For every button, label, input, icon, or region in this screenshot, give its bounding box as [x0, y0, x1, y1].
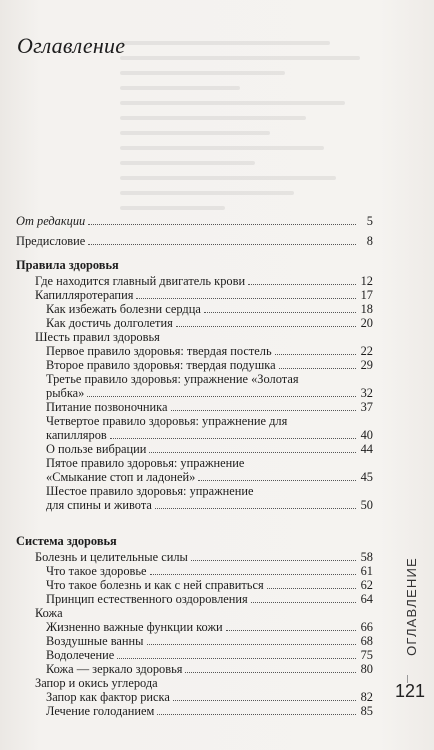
toc-page-number: 37 — [360, 400, 373, 414]
dot-leader — [110, 437, 356, 439]
toc-entry-title-cont: «Смыкание стоп и ладоней» — [46, 470, 196, 484]
toc-page-number: 5 — [366, 214, 373, 228]
dot-leader — [147, 643, 357, 645]
toc-page-number: 29 — [360, 358, 373, 372]
dot-leader — [171, 409, 356, 411]
toc-entry-title: Жизненно важные функции кожи — [46, 620, 223, 634]
toc-entry — [16, 442, 373, 456]
toc-page-number: 62 — [360, 578, 373, 592]
toc-entry — [16, 634, 373, 648]
toc-entry — [16, 302, 373, 316]
toc-entry-title: Водолечение — [46, 648, 115, 662]
toc-entry — [16, 344, 373, 358]
dot-leader — [173, 699, 356, 701]
toc-entry — [16, 214, 373, 228]
dot-leader — [150, 573, 356, 575]
toc-entry — [16, 484, 373, 512]
toc-entry — [16, 400, 373, 414]
toc-entry — [16, 578, 373, 592]
toc-page-number: 18 — [360, 302, 373, 316]
dot-leader — [198, 479, 356, 481]
toc-entry — [16, 606, 373, 620]
toc-entry-continuation — [46, 386, 373, 400]
toc-entry — [16, 234, 373, 248]
toc-entry-title: Лечение голоданием — [46, 704, 155, 718]
toc-entry-title: Второе правило здоровья: твердая подушка — [46, 358, 276, 372]
toc-entry-title: Четвертое правило здоровья: упражнение для — [46, 414, 288, 428]
toc-entry-title: Болезнь и целительные силы — [35, 550, 188, 564]
toc-page-number: 12 — [360, 274, 373, 288]
toc-entry-title-cont: капилляров — [46, 428, 107, 442]
dot-leader — [136, 297, 356, 299]
toc-entry — [16, 372, 373, 400]
side-label-text: ОГЛАВЛЕНИЕ — [403, 556, 419, 656]
toc-entry-title: Запор как фактор риска — [46, 690, 170, 704]
dot-leader — [176, 325, 356, 327]
toc-entry-title: Первое правило здоровья: твердая постель — [46, 344, 272, 358]
dot-leader — [251, 601, 356, 603]
toc-entry — [16, 330, 373, 344]
toc-entry-title: Принцип естественного оздоровления — [46, 592, 248, 606]
toc-entry-title: Воздушные ванны — [46, 634, 144, 648]
toc-entry — [16, 676, 373, 690]
table-of-contents — [16, 214, 373, 718]
toc-entry — [16, 274, 373, 288]
toc-page-number: 80 — [360, 662, 373, 676]
toc-page-number: 82 — [360, 690, 373, 704]
toc-entry-title: Кожа — зеркало здоровья — [46, 662, 183, 676]
dot-leader — [248, 283, 356, 285]
dot-leader — [204, 311, 356, 313]
toc-entry-title: От редакции — [16, 214, 86, 228]
toc-page-number: 17 — [360, 288, 373, 302]
page-number: 121 — [395, 681, 426, 701]
toc-entry-title: Как избежать болезни сердца — [46, 302, 201, 316]
dot-leader — [88, 243, 356, 245]
toc-entry-title: Предисловие — [16, 234, 86, 248]
dot-leader — [267, 587, 356, 589]
toc-entry-title: Питание позвоночника — [46, 400, 168, 414]
toc-entry — [16, 550, 373, 564]
toc-page-number: 20 — [360, 316, 373, 330]
toc-entry-continuation — [46, 428, 373, 442]
toc-entry-title-cont: рыбка» — [46, 386, 85, 400]
toc-page-number: 32 — [360, 386, 373, 400]
toc-page-number: 85 — [360, 704, 373, 718]
dot-leader — [279, 367, 356, 369]
toc-page-number: 45 — [360, 470, 373, 484]
toc-page-number: 68 — [360, 634, 373, 648]
toc-entry — [16, 620, 373, 634]
dot-leader — [87, 395, 356, 397]
bleed-through-text — [120, 30, 420, 220]
toc-entry — [16, 456, 373, 484]
page-title: Оглавление — [17, 33, 126, 58]
toc-entry-title: Третье правило здоровья: упражнение «Золотая — [46, 372, 299, 386]
toc-entry-title-cont: для спины и живота — [46, 498, 152, 512]
toc-entry-continuation — [46, 498, 373, 512]
toc-entry-title: О пользе вибрации — [46, 442, 147, 456]
dot-leader — [155, 507, 356, 509]
toc-page-number: 44 — [360, 442, 373, 456]
toc-page-number: 40 — [360, 428, 373, 442]
toc-entry-title: Что такое болезнь и как с ней справиться — [46, 578, 264, 592]
toc-page-number: 66 — [360, 620, 373, 634]
toc-entry-title: Что такое здоровье — [46, 564, 147, 578]
toc-entry — [16, 704, 373, 718]
toc-entry — [16, 648, 373, 662]
running-header-vertical — [391, 536, 431, 676]
toc-page-number: 61 — [360, 564, 373, 578]
dot-leader — [149, 451, 356, 453]
toc-page-number: 58 — [360, 550, 373, 564]
section-heading: Правила здоровья — [16, 258, 119, 272]
toc-entry-title: Кожа — [35, 606, 63, 620]
dot-leader — [157, 713, 356, 715]
toc-entry-title: Шестое правило здоровья: упражнение — [46, 484, 254, 498]
dot-leader — [226, 629, 356, 631]
section-heading: Система здоровья — [16, 534, 117, 548]
toc-entry — [16, 592, 373, 606]
toc-entry — [16, 316, 373, 330]
toc-entry-title: Как достичь долголетия — [46, 316, 173, 330]
toc-entry-title: Капилляротерапия — [35, 288, 134, 302]
dot-leader — [185, 671, 356, 673]
toc-entry — [16, 288, 373, 302]
toc-entry — [16, 662, 373, 676]
toc-page-number: 64 — [360, 592, 373, 606]
toc-entry — [16, 564, 373, 578]
toc-entry-title: Шесть правил здоровья — [35, 330, 160, 344]
toc-page-number: 75 — [360, 648, 373, 662]
toc-entry-title: Пятое правило здоровья: упражнение — [46, 456, 245, 470]
toc-entry-continuation — [46, 470, 373, 484]
toc-page-number: 8 — [366, 234, 373, 248]
dot-leader — [88, 223, 356, 225]
toc-page-number: 50 — [360, 498, 373, 512]
toc-entry — [16, 414, 373, 442]
toc-entry-title: Где находится главный двигатель крови — [35, 274, 246, 288]
dot-leader — [117, 657, 356, 659]
toc-entry — [16, 358, 373, 372]
toc-page-number: 22 — [360, 344, 373, 358]
dot-leader — [191, 559, 356, 561]
dot-leader — [275, 353, 356, 355]
toc-entry-title: Запор и окись углерода — [35, 676, 158, 690]
toc-entry — [16, 690, 373, 704]
